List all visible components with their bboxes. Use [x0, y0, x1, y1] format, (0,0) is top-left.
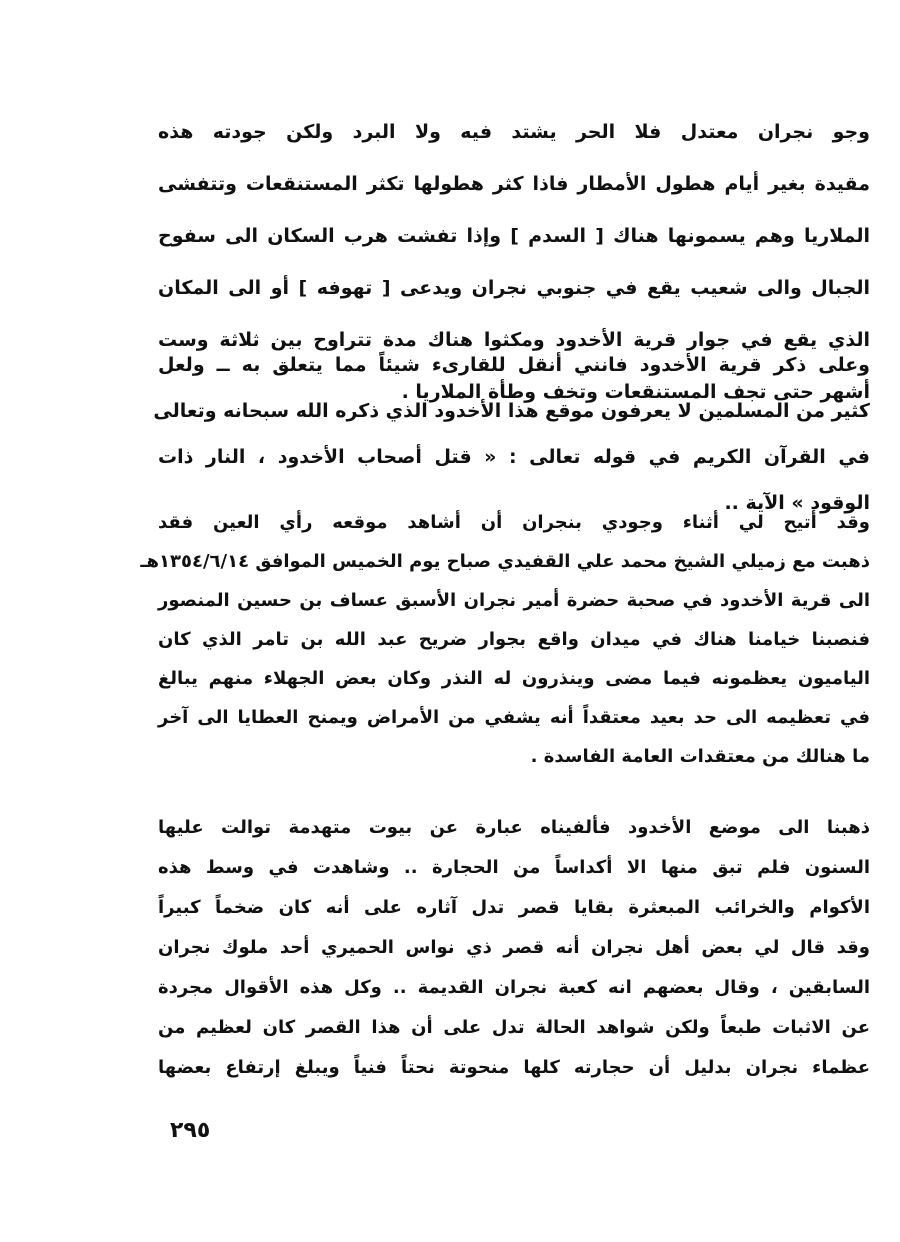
page-number: ٢٩٥: [170, 1118, 211, 1143]
text-line: الجبال والى شعيب يقع في جنوبي نجران ويدعى [ تهوفه ] أو الى المكان: [158, 277, 870, 299]
text-line: السنون فلم تبق منها الا أكداساً من الحجارة .. وشاهدت في وسط هذه: [158, 857, 870, 878]
paragraph-visit-account: [140, 503, 870, 776]
text-line: في تعظيمه الى حد بعيد معتقداً أنه يشفي من الأمراض ويمنح العطايا الى آخر: [158, 707, 870, 728]
text-line: فنصبنا خيامنا هناك في ميدان واقع بجوار ضريح عبد الله بن تامر الذي كان: [158, 629, 870, 650]
text-line: في القرآن الكريم في قوله تعالى : « قتل أصحاب الأخدود ، النار ذات: [158, 446, 870, 468]
text-line: الأكوام والخرائب المبعثرة بقايا قصر تدل آثاره على أنه كان ضخماً كبيراً: [158, 897, 870, 918]
text-line: ما هنالك من معتقدات العامة الفاسدة .: [530, 746, 870, 767]
text-line: الياميون يعظمونه فيما مضى وينذرون له النذر وكان بعض الجهلاء منهم يبالغ: [158, 668, 870, 689]
text-line: عن الاثبات طبعاً ولكن شواهد الحالة تدل على أن هذا القصر كان لعظيم من: [158, 1017, 870, 1038]
paragraph-ruins-description: [158, 808, 870, 1088]
text-line: وجو نجران معتدل فلا الحر يشتد فيه ولا البرد ولكن جودته هذه: [158, 121, 870, 143]
text-line: ذهبت مع زميلي الشيخ محمد علي القفيدي صباح يوم الخميس الموافق ١٣٥٤/٦/١٤هـ: [140, 551, 870, 572]
text-line: مقيدة بغير أيام هطول الأمطار فاذا كثر هطولها تكثر المستنقعات وتتفشى: [158, 173, 870, 195]
text-line: ذهبنا الى موضع الأخدود فألفيناه عبارة عن بيوت متهدمة توالت عليها: [158, 817, 870, 838]
text-line: السابقين ، وقال بعضهم انه كعبة نجران القديمة .. وكل هذه الأقوال مجردة: [158, 977, 870, 998]
text-line: وعلى ذكر قرية الأخدود فانني أنقل للقارىء شيئاً مما يتعلق به ــ ولعل: [158, 354, 870, 376]
text-line: عظماء نجران بدليل أن حجارته كلها منحوتة نحتاً فنياً ويبلغ إرتفاع بعضها: [158, 1057, 870, 1078]
text-line: الى قرية الأخدود في صحبة حضرة أمير نجران الأسبق عساف بن حسين المنصور: [158, 590, 870, 611]
paragraph-ukhdood-mention: [153, 342, 870, 526]
text-line: وقد أتيح لي أثناء وجودي بنجران أن أشاهد موقعه رأي العين فقد: [158, 512, 870, 533]
text-line: الوقود » الآية ..: [724, 492, 870, 514]
text-line: أشهر حتى تجف المستنقعات وتخف وطأة الملاريا .: [401, 381, 870, 403]
text-line: وقد قال لي بعض أهل نجران أنه قصر ذي نواس الحميري أحد ملوك نجران: [158, 937, 870, 958]
text-line: كثير من المسلمين لا يعرفون موقع هذا الأخدود الذي ذكره الله سبحانه وتعالى: [153, 400, 870, 422]
text-line: الذي يقع في جوار قرية الأخدود ومكثوا هناك مدة تتراوح بين ثلاثة وست: [158, 329, 870, 351]
text-line: الملاريا وهم يسمونها هناك [ السدم ] وإذا تفشت هرب السكان الى سفوح: [158, 225, 870, 247]
